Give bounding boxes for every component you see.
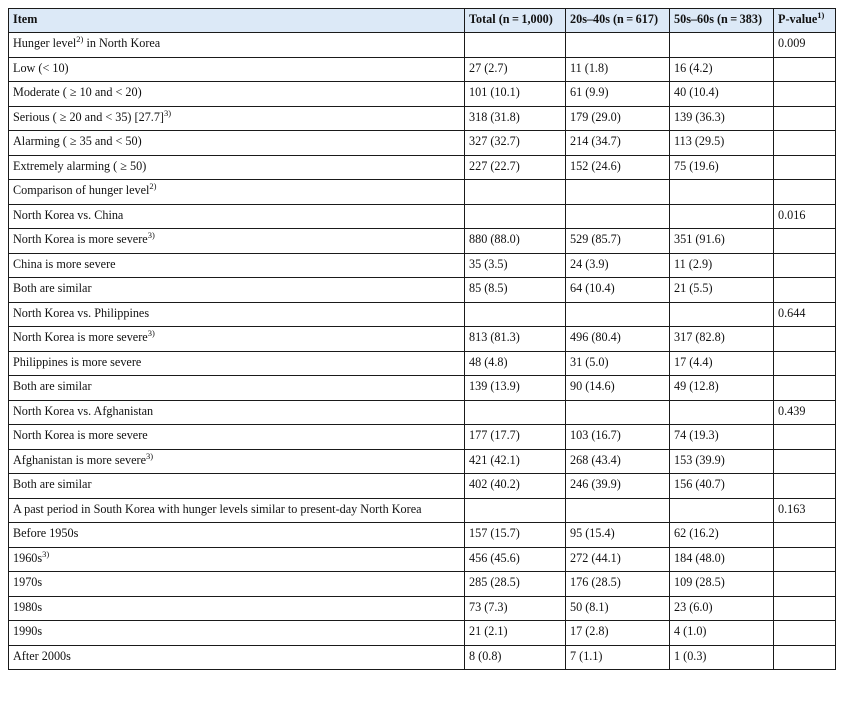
cell-item-text: Afghanistan is more severe — [13, 452, 147, 467]
cell-total — [465, 400, 566, 425]
table-row — [9, 449, 836, 474]
cell-item — [9, 180, 465, 205]
cell-age-50s-60s: 17 (4.4) — [670, 351, 774, 376]
cell-age-50s-60s — [670, 180, 774, 205]
cell-age-50s-60s: 109 (28.5) — [670, 572, 774, 597]
cell-pvalue: 0.644 — [774, 302, 836, 327]
cell-item — [9, 425, 465, 450]
cell-item — [9, 253, 465, 278]
cell-age-20s-40s: 103 (16.7) — [566, 425, 670, 450]
cell-age-20s-40s — [566, 33, 670, 58]
table-body — [9, 33, 836, 670]
cell-age-20s-40s: 268 (43.4) — [566, 449, 670, 474]
table-row — [9, 572, 836, 597]
table-row — [9, 596, 836, 621]
cell-age-20s-40s: 64 (10.4) — [566, 278, 670, 303]
cell-pvalue — [774, 155, 836, 180]
cell-item-text: North Korea vs. Philippines — [13, 305, 150, 320]
table-row — [9, 278, 836, 303]
cell-age-20s-40s: 7 (1.1) — [566, 645, 670, 670]
cell-item-text: Both are similar — [13, 281, 92, 295]
table-row — [9, 425, 836, 450]
cell-pvalue — [774, 327, 836, 352]
cell-age-50s-60s: 21 (5.5) — [670, 278, 774, 303]
cell-total: 21 (2.1) — [465, 621, 566, 646]
cell-total: 8 (0.8) — [465, 645, 566, 670]
cell-age-20s-40s: 176 (28.5) — [566, 572, 670, 597]
table-row — [9, 229, 836, 254]
cell-item — [9, 547, 465, 572]
cell-age-50s-60s — [670, 204, 774, 229]
table-row — [9, 253, 836, 278]
cell-total — [465, 302, 566, 327]
cell-item — [9, 57, 465, 82]
table-row — [9, 523, 836, 548]
cell-total: 48 (4.8) — [465, 351, 566, 376]
cell-pvalue — [774, 547, 836, 572]
cell-pvalue — [774, 596, 836, 621]
cell-item — [9, 204, 465, 229]
cell-pvalue — [774, 278, 836, 303]
cell-item-footnote: 3) — [147, 327, 155, 338]
cell-pvalue — [774, 82, 836, 107]
cell-item-text: North Korea vs. China — [13, 207, 124, 222]
table-row — [9, 474, 836, 499]
cell-item-text: Extremely alarming ( ≥ 50) — [13, 158, 147, 173]
cell-age-50s-60s: 317 (82.8) — [670, 327, 774, 352]
table-row — [9, 131, 836, 156]
cell-age-50s-60s: 49 (12.8) — [670, 376, 774, 401]
cell-item — [9, 229, 465, 254]
cell-age-50s-60s: 139 (36.3) — [670, 106, 774, 131]
table-header-row — [9, 9, 836, 33]
table-row — [9, 180, 836, 205]
cell-age-50s-60s — [670, 302, 774, 327]
cell-item — [9, 376, 465, 401]
cell-age-50s-60s: 1 (0.3) — [670, 645, 774, 670]
cell-age-50s-60s: 156 (40.7) — [670, 474, 774, 499]
cell-item-text: Before 1950s — [13, 526, 79, 540]
cell-item-text: North Korea is more severe — [13, 232, 148, 246]
hunger-survey-table — [8, 8, 836, 670]
cell-age-50s-60s: 11 (2.9) — [670, 253, 774, 278]
cell-age-20s-40s: 17 (2.8) — [566, 621, 670, 646]
survey-table-container — [8, 8, 836, 670]
cell-age-50s-60s: 62 (16.2) — [670, 523, 774, 548]
cell-item-text: 1970s — [13, 575, 43, 589]
header-pvalue-label: P-value — [778, 12, 818, 26]
cell-pvalue: 0.163 — [774, 498, 836, 523]
cell-age-20s-40s: 246 (39.9) — [566, 474, 670, 499]
cell-total: 177 (17.7) — [465, 425, 566, 450]
cell-total — [465, 498, 566, 523]
cell-total: 35 (3.5) — [465, 253, 566, 278]
cell-age-20s-40s: 152 (24.6) — [566, 155, 670, 180]
cell-age-50s-60s: 40 (10.4) — [670, 82, 774, 107]
header-age-50s-60s: 50s–60s (n = 383) — [670, 9, 774, 33]
cell-total: 880 (88.0) — [465, 229, 566, 254]
cell-item-text: North Korea is more severe — [13, 330, 148, 344]
cell-pvalue — [774, 621, 836, 646]
cell-age-50s-60s: 113 (29.5) — [670, 131, 774, 156]
cell-item-text: After 2000s — [13, 648, 71, 663]
table-row — [9, 351, 836, 376]
cell-total: 27 (2.7) — [465, 57, 566, 82]
cell-pvalue — [774, 106, 836, 131]
header-total: Total (n = 1,000) — [465, 9, 566, 33]
cell-item-text: Comparison of hunger level — [13, 183, 150, 197]
cell-item-footnote: 2) — [149, 180, 157, 191]
cell-pvalue — [774, 351, 836, 376]
cell-pvalue — [774, 523, 836, 548]
cell-age-50s-60s — [670, 400, 774, 425]
cell-item — [9, 572, 465, 597]
cell-total: 101 (10.1) — [465, 82, 566, 107]
cell-pvalue: 0.439 — [774, 400, 836, 425]
cell-pvalue — [774, 229, 836, 254]
cell-total: 813 (81.3) — [465, 327, 566, 352]
cell-item — [9, 523, 465, 548]
cell-item-text: Serious ( ≥ 20 and < 35) [27.7] — [13, 109, 164, 124]
cell-item-text: Philippines is more severe — [13, 354, 142, 369]
cell-age-50s-60s — [670, 33, 774, 58]
cell-age-20s-40s — [566, 204, 670, 229]
table-row — [9, 57, 836, 82]
cell-age-20s-40s: 24 (3.9) — [566, 253, 670, 278]
cell-item — [9, 351, 465, 376]
cell-age-20s-40s: 179 (29.0) — [566, 106, 670, 131]
cell-age-50s-60s: 351 (91.6) — [670, 229, 774, 254]
cell-item-text: Low (< 10) — [13, 60, 69, 75]
cell-item-text: Both are similar — [13, 477, 92, 491]
table-row — [9, 106, 836, 131]
cell-total: 73 (7.3) — [465, 596, 566, 621]
cell-pvalue — [774, 572, 836, 597]
cell-age-50s-60s: 184 (48.0) — [670, 547, 774, 572]
cell-age-20s-40s: 50 (8.1) — [566, 596, 670, 621]
table-row — [9, 82, 836, 107]
table-row — [9, 302, 836, 327]
cell-age-50s-60s: 4 (1.0) — [670, 621, 774, 646]
cell-pvalue — [774, 253, 836, 278]
cell-age-50s-60s — [670, 498, 774, 523]
cell-pvalue: 0.016 — [774, 204, 836, 229]
cell-item — [9, 106, 465, 131]
cell-total: 285 (28.5) — [465, 572, 566, 597]
cell-total — [465, 33, 566, 58]
cell-age-50s-60s: 23 (6.0) — [670, 596, 774, 621]
cell-item — [9, 327, 465, 352]
cell-item-text: North Korea vs. Afghanistan — [13, 403, 154, 418]
table-row — [9, 498, 836, 523]
cell-age-20s-40s — [566, 400, 670, 425]
cell-total: 139 (13.9) — [465, 376, 566, 401]
table-row — [9, 327, 836, 352]
header-pvalue — [774, 9, 836, 33]
cell-pvalue — [774, 474, 836, 499]
cell-age-20s-40s: 90 (14.6) — [566, 376, 670, 401]
header-age-20s-40s: 20s–40s (n = 617) — [566, 9, 670, 33]
cell-age-50s-60s: 74 (19.3) — [670, 425, 774, 450]
cell-item-text: 1990s — [13, 624, 43, 638]
cell-item-footnote: 2) — [76, 33, 84, 44]
table-row — [9, 33, 836, 58]
cell-age-50s-60s: 153 (39.9) — [670, 449, 774, 474]
cell-item-text: Alarming ( ≥ 35 and < 50) — [13, 134, 142, 148]
table-row — [9, 155, 836, 180]
cell-item — [9, 400, 465, 425]
cell-item-text: 1980s — [13, 599, 43, 614]
cell-item-text: 1960s — [13, 550, 43, 565]
cell-item — [9, 498, 465, 523]
cell-total: 327 (32.7) — [465, 131, 566, 156]
cell-item — [9, 82, 465, 107]
table-row — [9, 547, 836, 572]
cell-age-50s-60s: 16 (4.2) — [670, 57, 774, 82]
cell-pvalue — [774, 449, 836, 474]
cell-item-footnote: 3) — [147, 229, 155, 240]
cell-age-20s-40s: 529 (85.7) — [566, 229, 670, 254]
header-pvalue-footnote: 1) — [817, 9, 825, 20]
cell-item — [9, 596, 465, 621]
cell-total: 227 (22.7) — [465, 155, 566, 180]
cell-age-20s-40s — [566, 498, 670, 523]
cell-age-50s-60s: 75 (19.6) — [670, 155, 774, 180]
cell-total: 157 (15.7) — [465, 523, 566, 548]
table-row — [9, 400, 836, 425]
cell-item-text: A past period in South Korea with hunger levels similar to present-day North Korea — [13, 501, 422, 516]
cell-age-20s-40s — [566, 180, 670, 205]
cell-pvalue: 0.009 — [774, 33, 836, 58]
cell-age-20s-40s: 95 (15.4) — [566, 523, 670, 548]
cell-total — [465, 180, 566, 205]
cell-total: 421 (42.1) — [465, 449, 566, 474]
cell-total — [465, 204, 566, 229]
cell-item-footnote: 3) — [146, 450, 154, 461]
header-item: Item — [9, 9, 465, 33]
cell-item — [9, 474, 465, 499]
cell-pvalue — [774, 131, 836, 156]
cell-age-20s-40s: 11 (1.8) — [566, 57, 670, 82]
cell-item-text: North Korea is more severe — [13, 428, 148, 442]
cell-item-footnote: 3) — [42, 548, 50, 559]
cell-item-text: Hunger level — [13, 36, 77, 50]
cell-item — [9, 449, 465, 474]
cell-item-footnote: 3) — [164, 107, 172, 118]
cell-pvalue — [774, 180, 836, 205]
cell-item — [9, 645, 465, 670]
cell-item-text: Moderate ( ≥ 10 and < 20) — [13, 85, 142, 99]
table-row — [9, 376, 836, 401]
cell-age-20s-40s: 214 (34.7) — [566, 131, 670, 156]
cell-item — [9, 131, 465, 156]
cell-total: 318 (31.8) — [465, 106, 566, 131]
cell-pvalue — [774, 57, 836, 82]
cell-total: 456 (45.6) — [465, 547, 566, 572]
cell-item — [9, 621, 465, 646]
cell-item — [9, 278, 465, 303]
cell-item-text: Both are similar — [13, 379, 92, 393]
cell-item — [9, 302, 465, 327]
cell-pvalue — [774, 425, 836, 450]
cell-total: 402 (40.2) — [465, 474, 566, 499]
cell-total: 85 (8.5) — [465, 278, 566, 303]
cell-item-text: China is more severe — [13, 256, 116, 271]
cell-pvalue — [774, 645, 836, 670]
cell-age-20s-40s — [566, 302, 670, 327]
cell-age-20s-40s: 61 (9.9) — [566, 82, 670, 107]
cell-item-text-tail: in North Korea — [83, 36, 161, 50]
cell-age-20s-40s: 272 (44.1) — [566, 547, 670, 572]
cell-pvalue — [774, 376, 836, 401]
cell-age-20s-40s: 31 (5.0) — [566, 351, 670, 376]
cell-item — [9, 33, 465, 58]
table-row — [9, 621, 836, 646]
table-row — [9, 204, 836, 229]
cell-item — [9, 155, 465, 180]
cell-age-20s-40s: 496 (80.4) — [566, 327, 670, 352]
table-row — [9, 645, 836, 670]
